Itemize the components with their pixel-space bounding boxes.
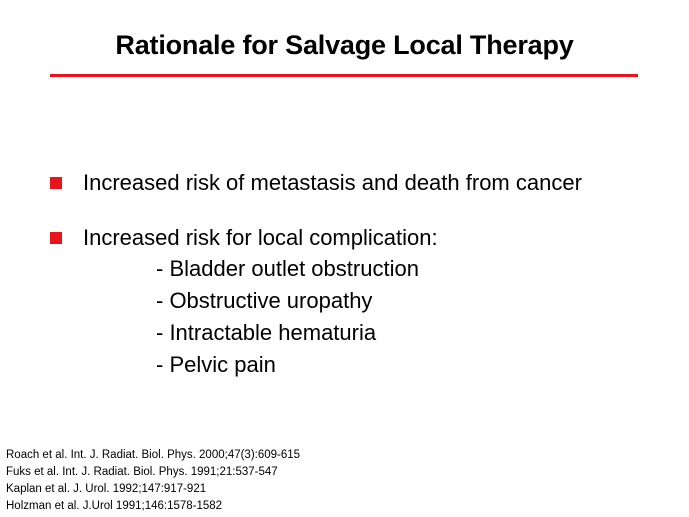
bullet-square-icon <box>50 232 62 244</box>
sub-item-intractable-hematuria: - Intractable hematuria <box>156 320 377 345</box>
reference-roach: Roach et al. Int. J. Radiat. Biol. Phys. 2000;47(3):609-615 <box>6 449 301 461</box>
slide-title: Rationale for Salvage Local Therapy <box>115 30 574 60</box>
references <box>6 447 300 515</box>
bullet-item-1 <box>50 170 582 196</box>
bullet-text-1: Increased risk of metastasis and death from cancer <box>83 170 582 195</box>
bullet-item-2 <box>50 225 438 251</box>
bullet-square-icon <box>50 177 62 189</box>
title-underline <box>50 74 638 77</box>
sub-item-pelvic-pain: - Pelvic pain <box>156 352 276 377</box>
reference-fuks: Fuks et al. Int. J. Radiat. Biol. Phys. 1991;21:537-547 <box>6 466 278 478</box>
reference-holzman: Holzman et al. J.Urol 1991;146:1578-1582 <box>6 500 223 512</box>
sub-item-obstructive-uropathy: - Obstructive uropathy <box>156 288 373 313</box>
reference-kaplan: Kaplan et al. J. Urol. 1992;147:917-921 <box>6 483 207 495</box>
bullet-text-2: Increased risk for local complication: <box>83 225 438 250</box>
sub-item-bladder-outlet-obstruction: - Bladder outlet obstruction <box>156 256 419 281</box>
